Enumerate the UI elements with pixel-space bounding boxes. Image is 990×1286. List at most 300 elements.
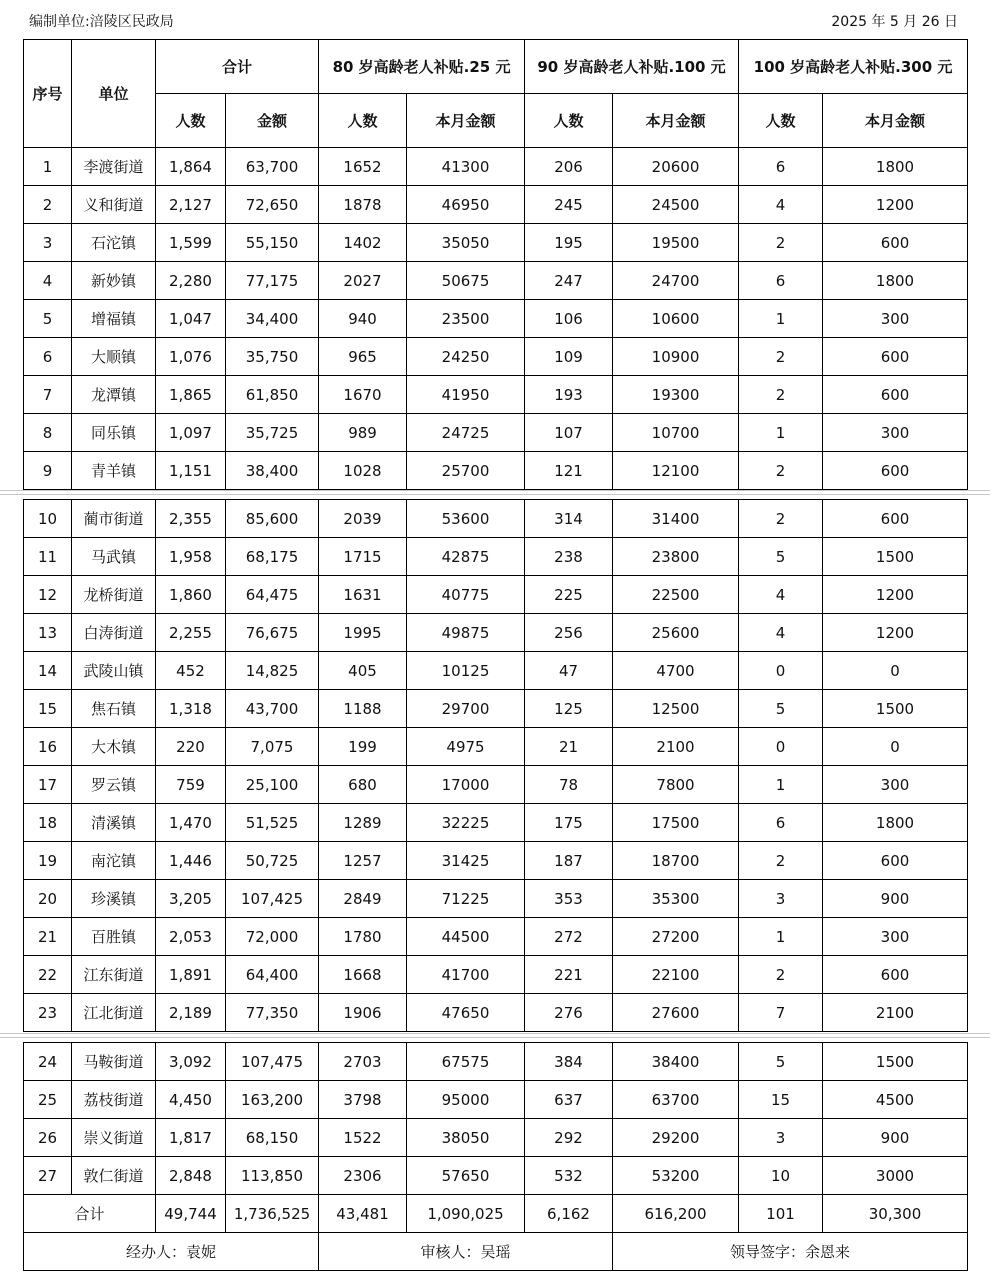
row-amount-90: 24500 [613,186,739,224]
total-people: 49,744 [156,1195,226,1233]
row-total-people: 1,151 [156,452,226,490]
row-amount-90: 7800 [613,766,739,804]
row-amount-90: 10700 [613,414,739,452]
row-amount-90: 2100 [613,728,739,766]
table-row [24,576,968,614]
row-total-amount: 7,075 [226,728,319,766]
row-total-amount: 163,200 [226,1081,319,1119]
row-total-people: 1,891 [156,956,226,994]
table-body-3 [24,1043,968,1195]
row-unit: 增福镇 [72,300,156,338]
row-amount-90: 12500 [613,690,739,728]
row-total-amount: 55,150 [226,224,319,262]
row-people-80: 1715 [319,538,407,576]
sub-header-amount: 金额 [226,94,319,148]
org-label: 编制单位:涪陵区民政局 [29,14,174,30]
row-people-80: 1780 [319,918,407,956]
row-people-80: 1631 [319,576,407,614]
row-total-amount: 61,850 [226,376,319,414]
row-amount-80: 17000 [407,766,525,804]
row-amount-90: 18700 [613,842,739,880]
row-amount-90: 29200 [613,1119,739,1157]
row-people-90: 238 [525,538,613,576]
row-people-80: 1995 [319,614,407,652]
row-amount-90: 24700 [613,262,739,300]
row-total-amount: 34,400 [226,300,319,338]
row-amount-80: 41300 [407,148,525,186]
row-total-people: 1,446 [156,842,226,880]
row-total-people: 1,318 [156,690,226,728]
row-total-people: 2,053 [156,918,226,956]
totals-row [24,1195,968,1233]
row-amount-80: 25700 [407,452,525,490]
page-break-divider [0,488,990,498]
row-amount-90: 12100 [613,452,739,490]
row-people-90: 125 [525,690,613,728]
row-amount-80: 38050 [407,1119,525,1157]
total-amount-80: 1,090,025 [407,1195,525,1233]
row-people-90: 109 [525,338,613,376]
row-seq: 14 [24,652,72,690]
row-seq: 9 [24,452,72,490]
row-amount-100: 2100 [823,994,968,1032]
row-total-people: 2,848 [156,1157,226,1195]
row-total-amount: 85,600 [226,500,319,538]
row-people-80: 199 [319,728,407,766]
table-row [24,994,968,1032]
row-amount-80: 57650 [407,1157,525,1195]
row-people-90: 175 [525,804,613,842]
row-amount-80: 35050 [407,224,525,262]
total-people-80: 43,481 [319,1195,407,1233]
row-total-amount: 51,525 [226,804,319,842]
row-seq: 1 [24,148,72,186]
row-unit: 龙桥街道 [72,576,156,614]
row-amount-100: 900 [823,880,968,918]
row-unit: 大木镇 [72,728,156,766]
sub-header-people: 人数 [739,94,823,148]
row-people-90: 245 [525,186,613,224]
row-unit: 新妙镇 [72,262,156,300]
row-seq: 25 [24,1081,72,1119]
page-break-divider [0,1031,990,1041]
row-total-people: 1,599 [156,224,226,262]
row-total-people: 3,205 [156,880,226,918]
row-total-amount: 68,150 [226,1119,319,1157]
row-people-100: 3 [739,880,823,918]
row-amount-90: 23800 [613,538,739,576]
table-row [24,804,968,842]
row-total-amount: 68,175 [226,538,319,576]
row-amount-80: 50675 [407,262,525,300]
table-row [24,728,968,766]
row-total-amount: 25,100 [226,766,319,804]
row-amount-80: 24725 [407,414,525,452]
table-row [24,1043,968,1081]
subsidy-table-part-1 [23,39,968,490]
row-people-100: 5 [739,690,823,728]
row-people-90: 47 [525,652,613,690]
row-total-amount: 64,475 [226,576,319,614]
row-amount-90: 25600 [613,614,739,652]
row-people-100: 0 [739,728,823,766]
row-people-80: 965 [319,338,407,376]
table-body-2 [24,500,968,1032]
row-total-people: 1,865 [156,376,226,414]
sub-header-people: 人数 [156,94,226,148]
row-total-amount: 35,750 [226,338,319,376]
row-people-100: 4 [739,614,823,652]
row-people-100: 1 [739,414,823,452]
row-people-90: 314 [525,500,613,538]
col-80-header: 80 岁高龄老人补贴.25 元 [319,40,525,94]
row-amount-80: 42875 [407,538,525,576]
row-people-90: 21 [525,728,613,766]
row-people-80: 2039 [319,500,407,538]
row-amount-90: 19300 [613,376,739,414]
row-people-100: 7 [739,994,823,1032]
row-amount-100: 1500 [823,1043,968,1081]
col-total-header: 合计 [156,40,319,94]
row-seq: 7 [24,376,72,414]
row-total-amount: 38,400 [226,452,319,490]
total-amount: 1,736,525 [226,1195,319,1233]
row-amount-100: 1200 [823,186,968,224]
table-section-1 [23,39,967,490]
sub-header-month-amount: 本月金额 [407,94,525,148]
row-total-amount: 107,425 [226,880,319,918]
row-seq: 18 [24,804,72,842]
row-amount-90: 27600 [613,994,739,1032]
row-seq: 16 [24,728,72,766]
row-people-90: 193 [525,376,613,414]
row-amount-90: 20600 [613,148,739,186]
row-seq: 3 [24,224,72,262]
report-header [0,0,990,40]
row-people-100: 1 [739,300,823,338]
row-total-people: 1,817 [156,1119,226,1157]
total-amount-90: 616,200 [613,1195,739,1233]
row-amount-90: 17500 [613,804,739,842]
row-people-80: 1652 [319,148,407,186]
row-total-people: 1,470 [156,804,226,842]
handler-signature: 经办人：袁妮 [24,1233,319,1271]
row-total-people: 1,047 [156,300,226,338]
row-amount-90: 10600 [613,300,739,338]
row-unit: 同乐镇 [72,414,156,452]
row-seq: 21 [24,918,72,956]
table-section-2 [23,499,967,1032]
row-people-100: 4 [739,186,823,224]
row-unit: 武陵山镇 [72,652,156,690]
row-amount-80: 31425 [407,842,525,880]
row-people-100: 2 [739,842,823,880]
row-amount-100: 1200 [823,614,968,652]
row-amount-80: 29700 [407,690,525,728]
row-unit: 李渡街道 [72,148,156,186]
row-seq: 17 [24,766,72,804]
col-100-header: 100 岁高龄老人补贴.300 元 [739,40,968,94]
row-amount-80: 49875 [407,614,525,652]
row-total-people: 2,255 [156,614,226,652]
row-people-80: 1289 [319,804,407,842]
row-people-80: 2306 [319,1157,407,1195]
row-amount-90: 38400 [613,1043,739,1081]
table-row [24,376,968,414]
row-unit: 罗云镇 [72,766,156,804]
row-unit: 蔺市街道 [72,500,156,538]
table-row [24,1157,968,1195]
row-people-100: 6 [739,148,823,186]
row-people-80: 1402 [319,224,407,262]
row-total-amount: 50,725 [226,842,319,880]
row-amount-80: 47650 [407,994,525,1032]
row-total-people: 1,958 [156,538,226,576]
row-total-amount: 76,675 [226,614,319,652]
row-people-90: 107 [525,414,613,452]
row-people-100: 5 [739,1043,823,1081]
row-unit: 崇义街道 [72,1119,156,1157]
row-people-90: 637 [525,1081,613,1119]
row-seq: 19 [24,842,72,880]
table-section-3 [23,1042,967,1271]
row-amount-100: 900 [823,1119,968,1157]
row-people-90: 276 [525,994,613,1032]
row-seq: 6 [24,338,72,376]
row-seq: 8 [24,414,72,452]
sub-header-month-amount: 本月金额 [823,94,968,148]
row-people-90: 532 [525,1157,613,1195]
table-row [24,148,968,186]
row-amount-90: 10900 [613,338,739,376]
table-row [24,262,968,300]
leader-signature: 领导签字：余恩来 [613,1233,968,1271]
row-people-80: 2849 [319,880,407,918]
row-seq: 23 [24,994,72,1032]
row-people-80: 1906 [319,994,407,1032]
row-amount-100: 600 [823,842,968,880]
row-unit: 马武镇 [72,538,156,576]
row-amount-100: 1800 [823,148,968,186]
row-people-90: 206 [525,148,613,186]
row-seq: 13 [24,614,72,652]
row-amount-80: 24250 [407,338,525,376]
sub-header-people: 人数 [525,94,613,148]
row-people-90: 353 [525,880,613,918]
row-people-90: 78 [525,766,613,804]
row-seq: 27 [24,1157,72,1195]
row-total-people: 4,450 [156,1081,226,1119]
row-amount-90: 27200 [613,918,739,956]
row-people-100: 2 [739,500,823,538]
table-row [24,538,968,576]
row-unit: 江东街道 [72,956,156,994]
row-amount-80: 32225 [407,804,525,842]
row-total-people: 452 [156,652,226,690]
row-seq: 26 [24,1119,72,1157]
row-amount-90: 22500 [613,576,739,614]
table-body-1 [24,148,968,490]
row-amount-80: 53600 [407,500,525,538]
row-amount-90: 53200 [613,1157,739,1195]
row-amount-80: 41950 [407,376,525,414]
table-row [24,918,968,956]
row-amount-90: 22100 [613,956,739,994]
row-total-people: 220 [156,728,226,766]
row-amount-100: 600 [823,452,968,490]
row-people-80: 3798 [319,1081,407,1119]
row-people-100: 6 [739,262,823,300]
table-row [24,956,968,994]
table-row [24,842,968,880]
row-people-90: 106 [525,300,613,338]
row-people-90: 272 [525,918,613,956]
row-people-100: 4 [739,576,823,614]
row-amount-100: 600 [823,376,968,414]
row-amount-90: 35300 [613,880,739,918]
subsidy-table-part-3 [23,1042,968,1271]
signature-row [24,1233,968,1271]
row-amount-80: 67575 [407,1043,525,1081]
table-row [24,614,968,652]
row-people-90: 384 [525,1043,613,1081]
row-amount-80: 10125 [407,652,525,690]
row-unit: 焦石镇 [72,690,156,728]
row-total-people: 2,127 [156,186,226,224]
row-people-80: 940 [319,300,407,338]
row-amount-100: 300 [823,918,968,956]
row-amount-100: 1500 [823,538,968,576]
row-total-amount: 14,825 [226,652,319,690]
row-people-100: 2 [739,452,823,490]
row-people-100: 6 [739,804,823,842]
row-unit: 江北街道 [72,994,156,1032]
row-people-100: 0 [739,652,823,690]
row-people-90: 187 [525,842,613,880]
table-row [24,1081,968,1119]
table-row [24,414,968,452]
row-seq: 20 [24,880,72,918]
row-people-100: 3 [739,1119,823,1157]
row-unit: 马鞍街道 [72,1043,156,1081]
reviewer-signature: 审核人：吴瑶 [319,1233,613,1271]
row-amount-100: 600 [823,500,968,538]
totals-label: 合计 [24,1195,156,1233]
total-amount-100: 30,300 [823,1195,968,1233]
row-amount-100: 1500 [823,690,968,728]
sub-header-people: 人数 [319,94,407,148]
row-people-90: 247 [525,262,613,300]
report-date: 2025 年 5 月 26 日 [831,14,958,30]
row-people-90: 221 [525,956,613,994]
row-unit: 荔枝街道 [72,1081,156,1119]
row-unit: 义和街道 [72,186,156,224]
row-people-80: 1670 [319,376,407,414]
row-amount-100: 3000 [823,1157,968,1195]
row-total-amount: 64,400 [226,956,319,994]
row-people-80: 1522 [319,1119,407,1157]
row-seq: 2 [24,186,72,224]
row-amount-90: 4700 [613,652,739,690]
row-people-100: 1 [739,918,823,956]
row-total-amount: 72,650 [226,186,319,224]
row-unit: 珍溪镇 [72,880,156,918]
row-amount-80: 4975 [407,728,525,766]
row-total-people: 2,280 [156,262,226,300]
row-amount-100: 600 [823,338,968,376]
row-people-80: 1668 [319,956,407,994]
table-row [24,338,968,376]
row-amount-90: 31400 [613,500,739,538]
table-row [24,1119,968,1157]
row-unit: 大顺镇 [72,338,156,376]
row-unit: 龙潭镇 [72,376,156,414]
row-people-90: 121 [525,452,613,490]
row-people-80: 2703 [319,1043,407,1081]
row-total-people: 1,076 [156,338,226,376]
row-total-amount: 72,000 [226,918,319,956]
row-amount-80: 44500 [407,918,525,956]
row-unit: 清溪镇 [72,804,156,842]
table-row [24,652,968,690]
table-row [24,500,968,538]
row-people-100: 2 [739,956,823,994]
row-amount-90: 19500 [613,224,739,262]
row-amount-80: 95000 [407,1081,525,1119]
row-people-100: 5 [739,538,823,576]
row-amount-80: 41700 [407,956,525,994]
row-amount-100: 300 [823,300,968,338]
row-total-people: 2,189 [156,994,226,1032]
row-seq: 5 [24,300,72,338]
row-amount-100: 1200 [823,576,968,614]
col-unit-header: 单位 [72,40,156,148]
row-amount-80: 23500 [407,300,525,338]
row-unit: 白涛街道 [72,614,156,652]
row-seq: 12 [24,576,72,614]
row-amount-100: 4500 [823,1081,968,1119]
row-total-people: 1,864 [156,148,226,186]
row-amount-100: 300 [823,414,968,452]
row-seq: 22 [24,956,72,994]
row-seq: 15 [24,690,72,728]
row-total-amount: 77,350 [226,994,319,1032]
row-people-100: 1 [739,766,823,804]
row-people-100: 15 [739,1081,823,1119]
table-row [24,224,968,262]
row-amount-100: 1800 [823,804,968,842]
total-people-90: 6,162 [525,1195,613,1233]
row-amount-100: 300 [823,766,968,804]
table-row [24,452,968,490]
row-people-80: 1188 [319,690,407,728]
row-seq: 10 [24,500,72,538]
row-people-90: 195 [525,224,613,262]
row-people-90: 292 [525,1119,613,1157]
row-total-people: 1,097 [156,414,226,452]
row-amount-90: 63700 [613,1081,739,1119]
row-amount-100: 0 [823,652,968,690]
row-seq: 24 [24,1043,72,1081]
row-total-people: 3,092 [156,1043,226,1081]
subsidy-table-part-2 [23,499,968,1032]
row-people-100: 2 [739,376,823,414]
row-people-100: 2 [739,338,823,376]
row-people-80: 1028 [319,452,407,490]
col-90-header: 90 岁高龄老人补贴.100 元 [525,40,739,94]
row-unit: 青羊镇 [72,452,156,490]
row-unit: 敦仁街道 [72,1157,156,1195]
